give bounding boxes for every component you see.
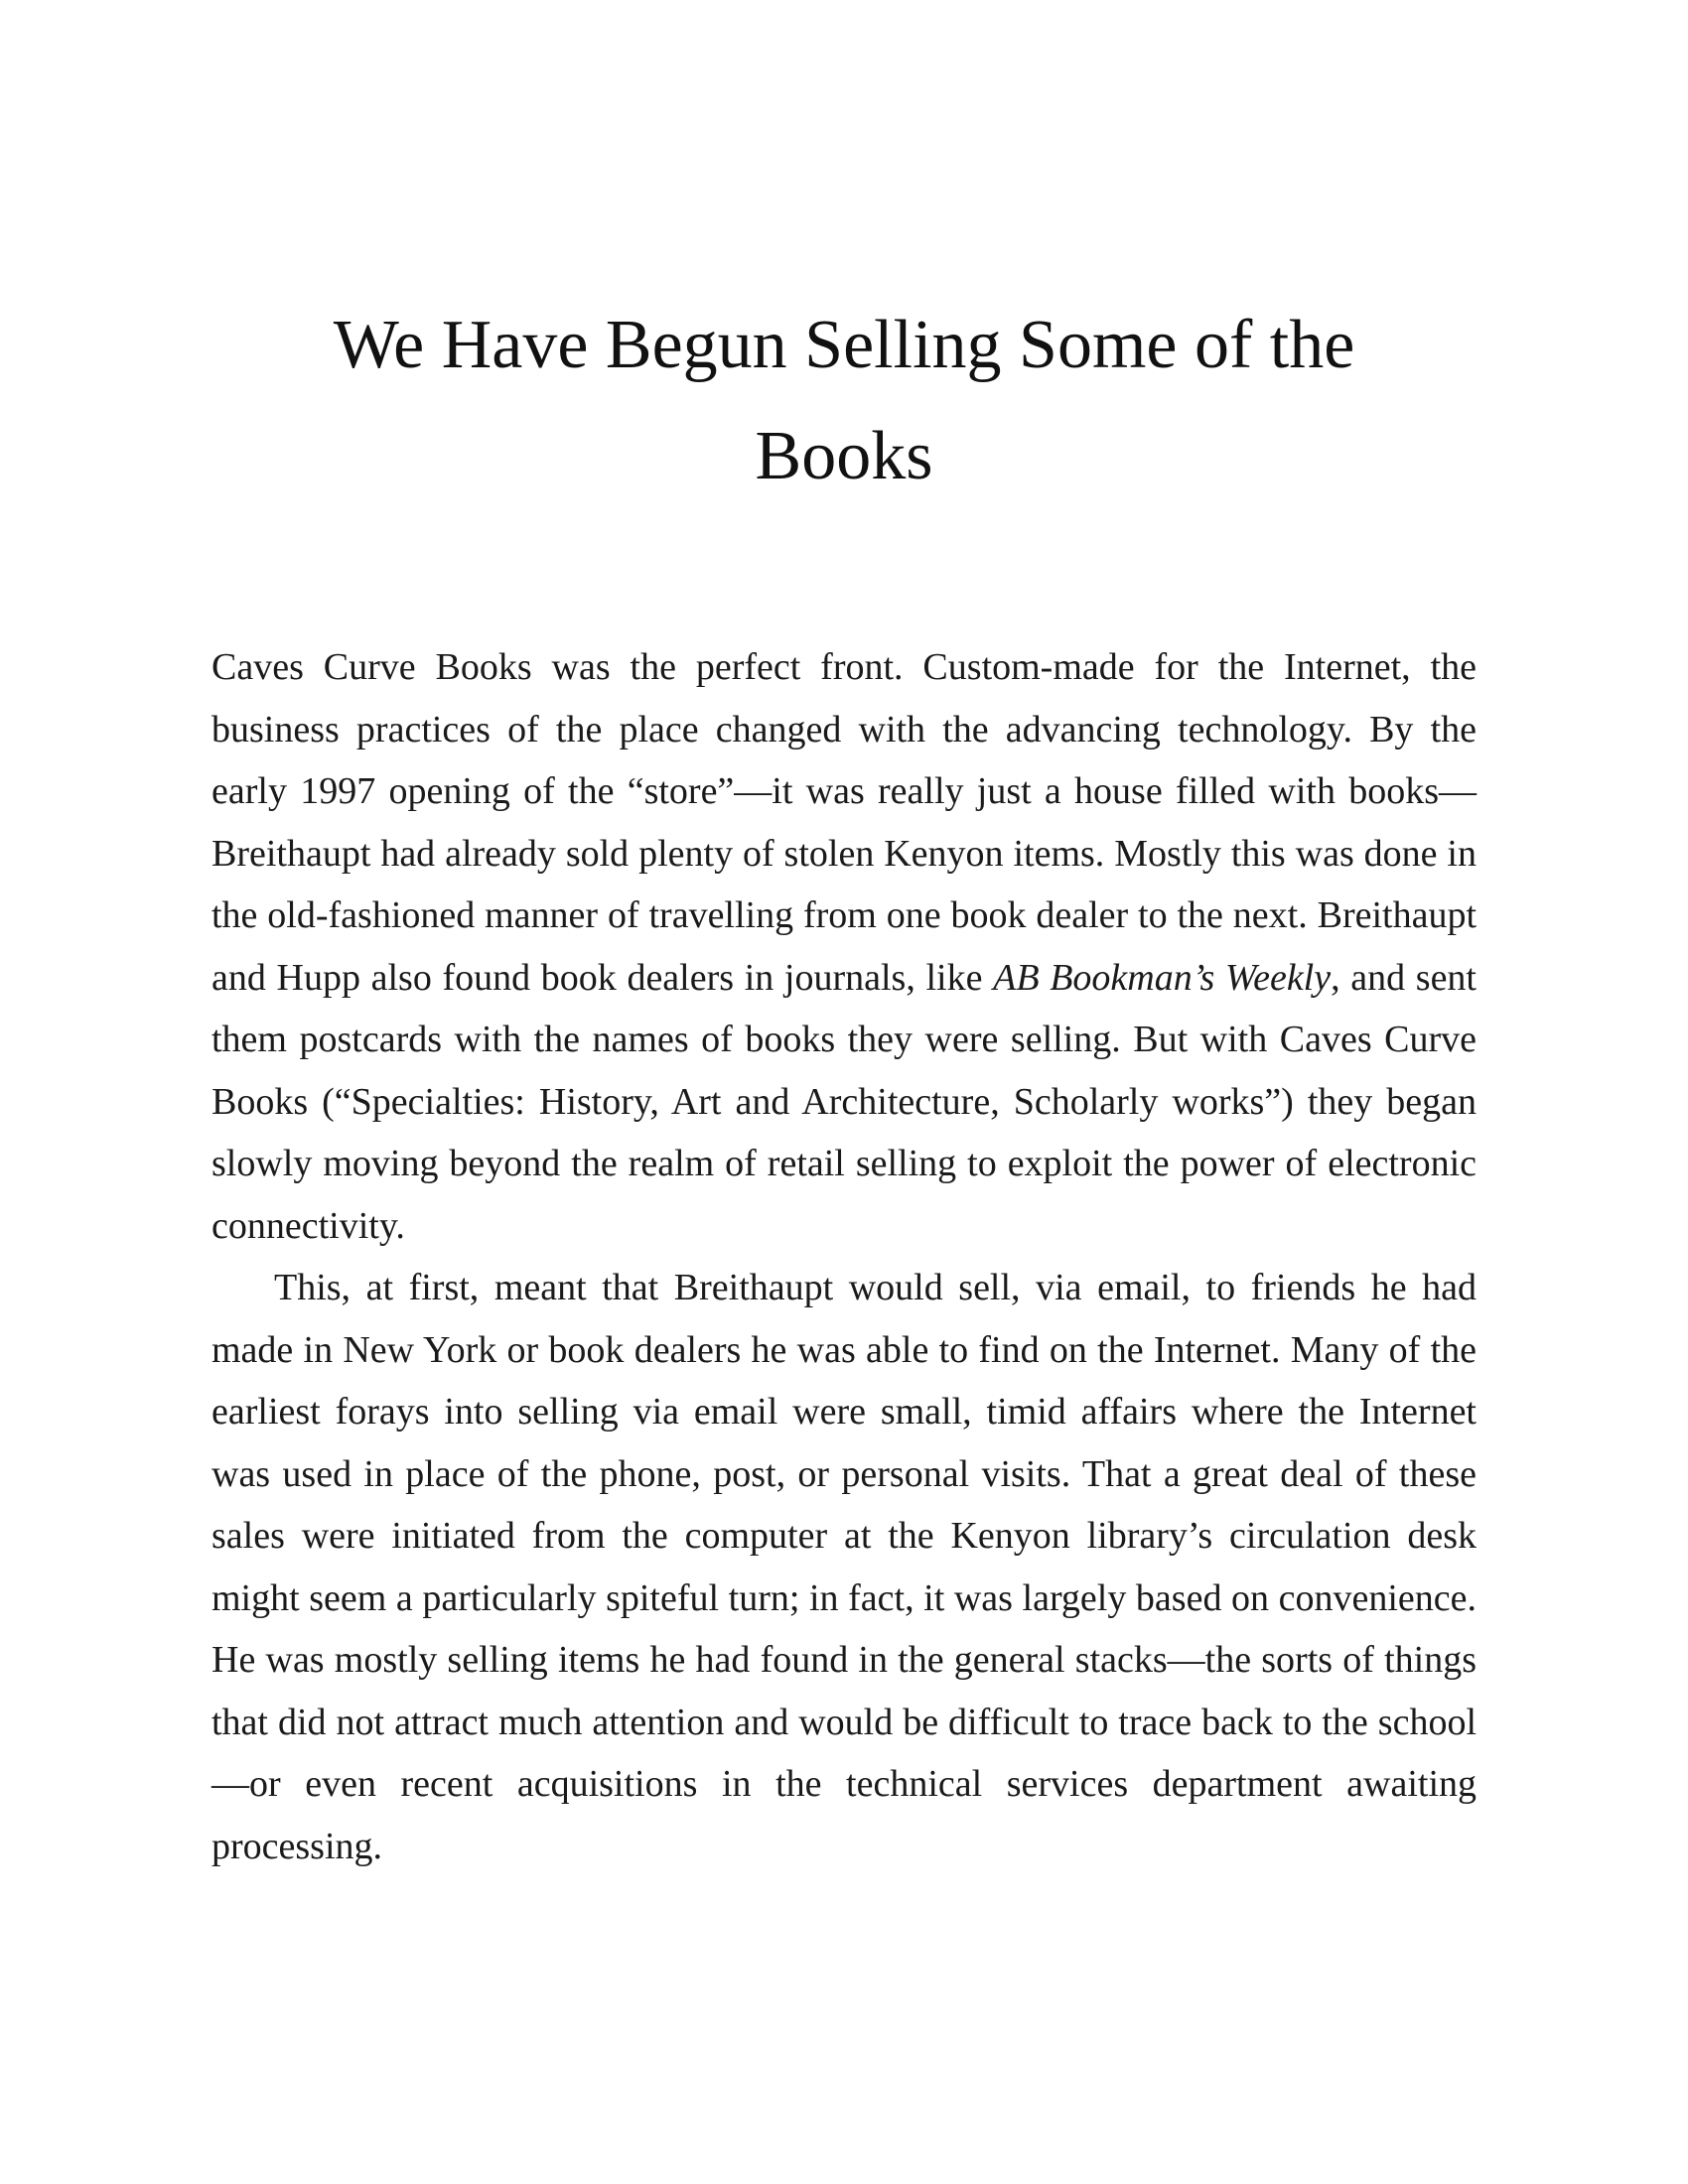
paragraph-1-text-start: Caves Curve Books was the perfect front. Custom-made for the Internet, the business practices of the place changed with the advancing technology. By the early 1997 opening of the “store”—it was really just a house filled with books—Breithaupt had already sold plenty of stolen Kenyon items. Mostly this was done in the old-fashioned manner of travelling from one book dealer to the next. Breithaupt and Hupp also found book dealers in journals, like: [211, 646, 1477, 999]
journal-title-italic: AB Bookman’s Weekly: [993, 956, 1332, 999]
chapter-title-line-2: Books: [755, 418, 933, 494]
paragraph-1: [211, 636, 1477, 1257]
body-text: [211, 636, 1477, 1877]
chapter-title-line-1: We Have Begun Selling Some of the: [333, 307, 1355, 383]
paragraph-2: This, at first, meant that Breithaupt would sell, via email, to friends he had made in New York or book dealers he was able to find on the Internet. Many of the earliest forays into selling via email were small, timid affairs where the Internet was used in place of the phone, post, or personal visits. That a great deal of these sales were initiated from the computer at the Kenyon library’s circulation desk might seem a particularly spiteful turn; in fact, it was largely based on convenience. He was mostly selling items he had found in the general stacks—the sorts of things that did not attract much attention and would be difficult to trace back to the school—or even recent acquisitions in the technical services department awaiting processing.: [211, 1267, 1477, 1867]
chapter-title: [211, 290, 1477, 512]
paragraph-1-text-end: , and sent them postcards with the names of books they were selling. But with Caves Curve Books (“Specialties: History, Art and Architecture, Scholarly works”) they began slowly moving beyond the realm of retail selling to exploit the power of electronic connectivity.: [211, 956, 1477, 1247]
